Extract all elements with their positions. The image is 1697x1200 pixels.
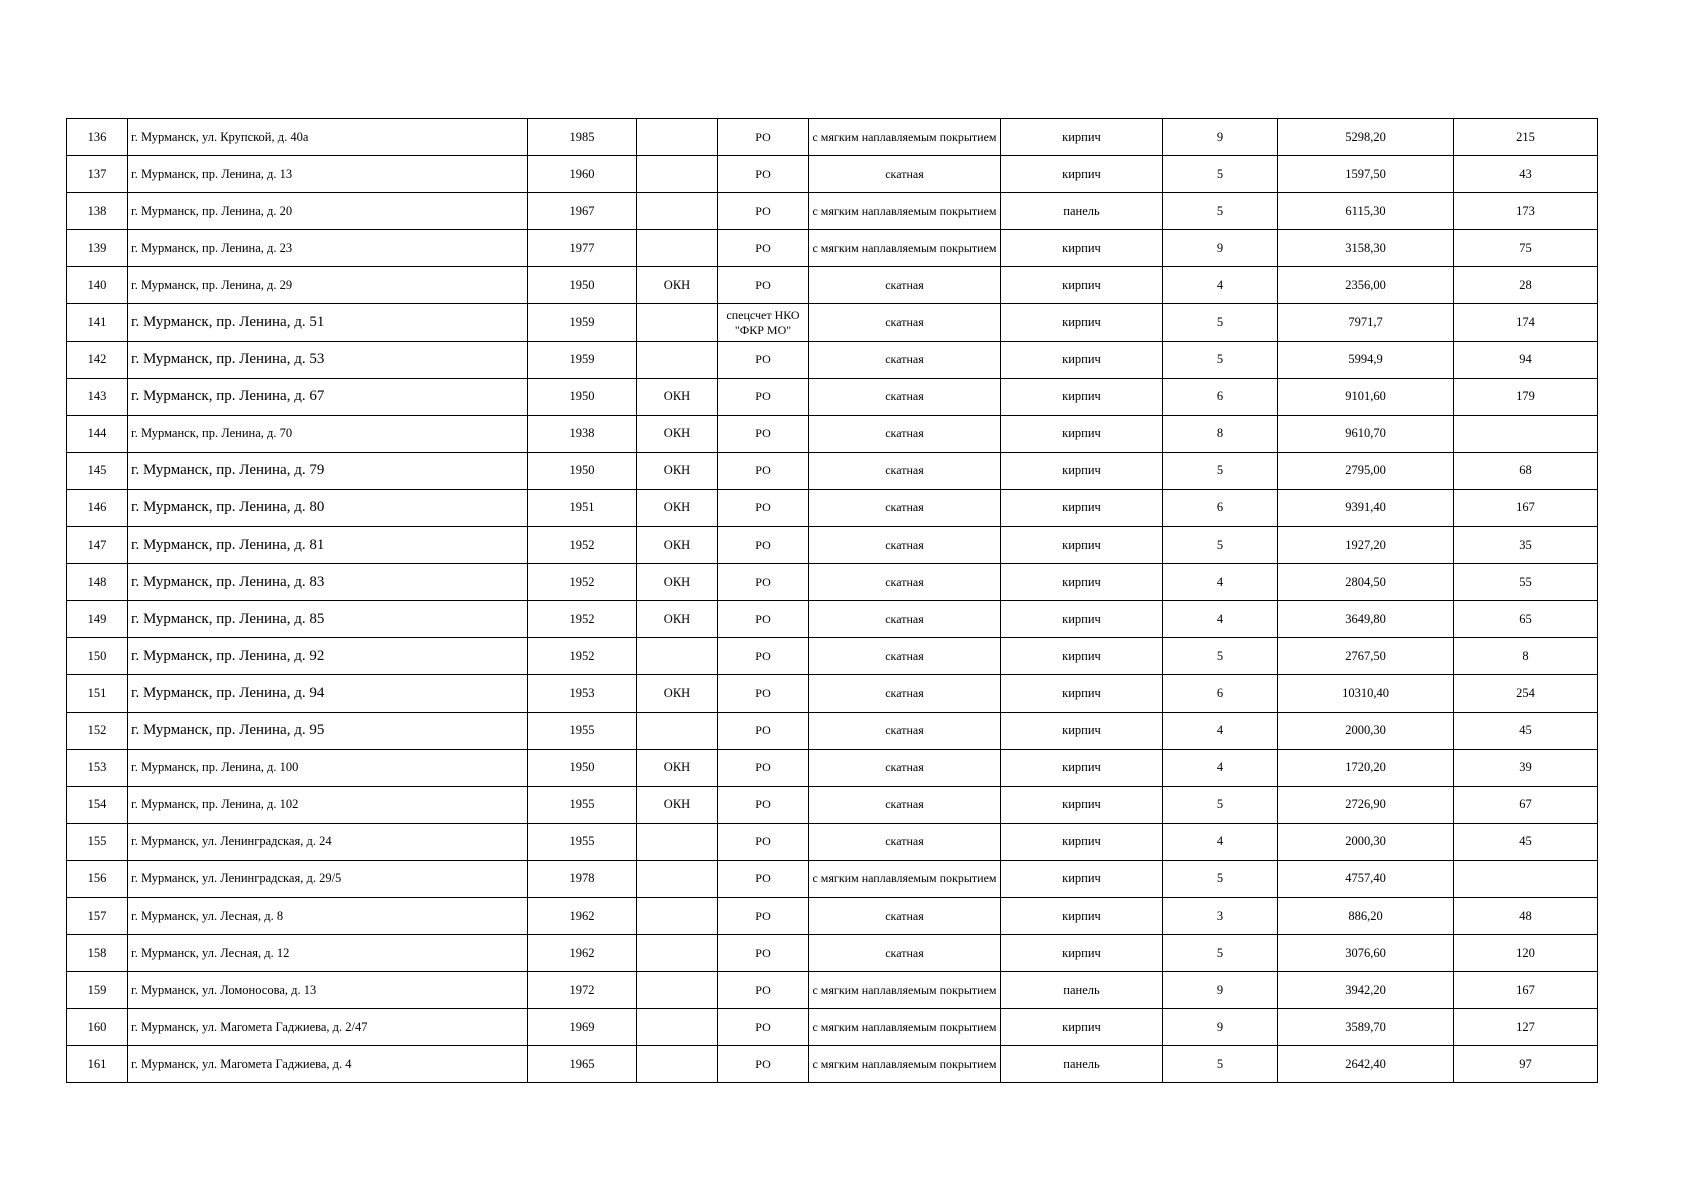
area-cell: 2000,30: [1278, 712, 1454, 749]
fund-account-cell: РО: [718, 119, 809, 156]
floors-cell: 5: [1163, 786, 1278, 823]
area-cell: 10310,40: [1278, 675, 1454, 712]
roof-type-cell: скатная: [809, 267, 1001, 304]
row-number-cell: 149: [67, 601, 128, 638]
table-row: [67, 749, 1598, 786]
document-page: [66, 118, 1597, 1083]
address-cell: г. Мурманск, ул. Ломоносова, д. 13: [128, 972, 528, 1009]
wall-material-cell: кирпич: [1001, 860, 1163, 897]
area-cell: 9391,40: [1278, 489, 1454, 526]
fund-account-cell: РО: [718, 267, 809, 304]
residents-cell: 68: [1454, 452, 1598, 489]
wall-material-cell: кирпич: [1001, 823, 1163, 860]
residents-cell: 94: [1454, 341, 1598, 378]
row-number-cell: 161: [67, 1046, 128, 1083]
area-cell: 4757,40: [1278, 860, 1454, 897]
area-cell: 5994,9: [1278, 341, 1454, 378]
heritage-status-cell: ОКН: [637, 415, 718, 452]
registry-table-body: [67, 119, 1598, 1083]
table-row: [67, 601, 1598, 638]
roof-type-cell: с мягким наплавляемым покрытием: [809, 860, 1001, 897]
floors-cell: 6: [1163, 378, 1278, 415]
residents-cell: 167: [1454, 489, 1598, 526]
floors-cell: 6: [1163, 489, 1278, 526]
area-cell: 9610,70: [1278, 415, 1454, 452]
year-built-cell: 1965: [528, 1046, 637, 1083]
fund-account-cell: РО: [718, 749, 809, 786]
fund-account-cell: РО: [718, 156, 809, 193]
table-row: [67, 267, 1598, 304]
wall-material-cell: кирпич: [1001, 267, 1163, 304]
address-cell: г. Мурманск, ул. Лесная, д. 12: [128, 935, 528, 972]
heritage-status-cell: ОКН: [637, 564, 718, 601]
row-number-cell: 139: [67, 230, 128, 267]
area-cell: 1927,20: [1278, 527, 1454, 564]
area-cell: 1597,50: [1278, 156, 1454, 193]
address-cell: г. Мурманск, ул. Лесная, д. 8: [128, 897, 528, 934]
floors-cell: 4: [1163, 823, 1278, 860]
area-cell: 2726,90: [1278, 786, 1454, 823]
row-number-cell: 140: [67, 267, 128, 304]
table-row: [67, 156, 1598, 193]
residents-cell: 127: [1454, 1009, 1598, 1046]
fund-account-cell: РО: [718, 601, 809, 638]
floors-cell: 5: [1163, 527, 1278, 564]
heritage-status-cell: ОКН: [637, 489, 718, 526]
residents-cell: 55: [1454, 564, 1598, 601]
year-built-cell: 1951: [528, 489, 637, 526]
floors-cell: 9: [1163, 230, 1278, 267]
table-row: [67, 304, 1598, 341]
heritage-status-cell: ОКН: [637, 786, 718, 823]
area-cell: 3076,60: [1278, 935, 1454, 972]
row-number-cell: 141: [67, 304, 128, 341]
heritage-status-cell: ОКН: [637, 378, 718, 415]
year-built-cell: 1972: [528, 972, 637, 1009]
table-row: [67, 786, 1598, 823]
residents-cell: 39: [1454, 749, 1598, 786]
row-number-cell: 137: [67, 156, 128, 193]
roof-type-cell: с мягким наплавляемым покрытием: [809, 119, 1001, 156]
wall-material-cell: кирпич: [1001, 452, 1163, 489]
floors-cell: 6: [1163, 675, 1278, 712]
fund-account-cell: РО: [718, 489, 809, 526]
fund-account-cell: РО: [718, 230, 809, 267]
floors-cell: 5: [1163, 452, 1278, 489]
roof-type-cell: скатная: [809, 897, 1001, 934]
table-row: [67, 638, 1598, 675]
address-cell: г. Мурманск, пр. Ленина, д. 81: [128, 527, 528, 564]
wall-material-cell: кирпич: [1001, 786, 1163, 823]
area-cell: 7971,7: [1278, 304, 1454, 341]
roof-type-cell: скатная: [809, 675, 1001, 712]
wall-material-cell: кирпич: [1001, 935, 1163, 972]
row-number-cell: 154: [67, 786, 128, 823]
address-cell: г. Мурманск, пр. Ленина, д. 29: [128, 267, 528, 304]
residents-cell: 167: [1454, 972, 1598, 1009]
residents-cell: 8: [1454, 638, 1598, 675]
area-cell: 5298,20: [1278, 119, 1454, 156]
roof-type-cell: скатная: [809, 489, 1001, 526]
heritage-status-cell: ОКН: [637, 527, 718, 564]
row-number-cell: 144: [67, 415, 128, 452]
area-cell: 3589,70: [1278, 1009, 1454, 1046]
area-cell: 3942,20: [1278, 972, 1454, 1009]
heritage-status-cell: [637, 897, 718, 934]
roof-type-cell: скатная: [809, 823, 1001, 860]
roof-type-cell: скатная: [809, 601, 1001, 638]
address-cell: г. Мурманск, пр. Ленина, д. 51: [128, 304, 528, 341]
year-built-cell: 1955: [528, 786, 637, 823]
fund-account-cell: РО: [718, 452, 809, 489]
roof-type-cell: скатная: [809, 527, 1001, 564]
heritage-status-cell: [637, 341, 718, 378]
area-cell: 2804,50: [1278, 564, 1454, 601]
roof-type-cell: скатная: [809, 712, 1001, 749]
address-cell: г. Мурманск, ул. Ленинградская, д. 29/5: [128, 860, 528, 897]
year-built-cell: 1960: [528, 156, 637, 193]
address-cell: г. Мурманск, пр. Ленина, д. 92: [128, 638, 528, 675]
address-cell: г. Мурманск, ул. Магомета Гаджиева, д. 4: [128, 1046, 528, 1083]
row-number-cell: 151: [67, 675, 128, 712]
fund-account-cell: РО: [718, 1046, 809, 1083]
area-cell: 9101,60: [1278, 378, 1454, 415]
wall-material-cell: кирпич: [1001, 378, 1163, 415]
year-built-cell: 1959: [528, 304, 637, 341]
area-cell: 2642,40: [1278, 1046, 1454, 1083]
row-number-cell: 152: [67, 712, 128, 749]
table-row: [67, 675, 1598, 712]
wall-material-cell: панель: [1001, 193, 1163, 230]
row-number-cell: 143: [67, 378, 128, 415]
address-cell: г. Мурманск, пр. Ленина, д. 83: [128, 564, 528, 601]
address-cell: г. Мурманск, пр. Ленина, д. 20: [128, 193, 528, 230]
roof-type-cell: с мягким наплавляемым покрытием: [809, 230, 1001, 267]
row-number-cell: 153: [67, 749, 128, 786]
roof-type-cell: скатная: [809, 156, 1001, 193]
heritage-status-cell: ОКН: [637, 452, 718, 489]
residents-cell: 120: [1454, 935, 1598, 972]
heritage-status-cell: ОКН: [637, 675, 718, 712]
floors-cell: 3: [1163, 897, 1278, 934]
roof-type-cell: скатная: [809, 638, 1001, 675]
wall-material-cell: кирпич: [1001, 897, 1163, 934]
table-row: [67, 378, 1598, 415]
wall-material-cell: кирпич: [1001, 119, 1163, 156]
year-built-cell: 1978: [528, 860, 637, 897]
address-cell: г. Мурманск, пр. Ленина, д. 85: [128, 601, 528, 638]
floors-cell: 4: [1163, 564, 1278, 601]
wall-material-cell: кирпич: [1001, 489, 1163, 526]
area-cell: 3158,30: [1278, 230, 1454, 267]
table-row: [67, 1046, 1598, 1083]
year-built-cell: 1967: [528, 193, 637, 230]
wall-material-cell: панель: [1001, 1046, 1163, 1083]
area-cell: 2795,00: [1278, 452, 1454, 489]
area-cell: 2767,50: [1278, 638, 1454, 675]
table-row: [67, 564, 1598, 601]
area-cell: 2356,00: [1278, 267, 1454, 304]
table-row: [67, 527, 1598, 564]
residents-cell: 45: [1454, 712, 1598, 749]
residents-cell: 179: [1454, 378, 1598, 415]
residents-cell: 97: [1454, 1046, 1598, 1083]
floors-cell: 5: [1163, 193, 1278, 230]
housing-registry-table: [66, 118, 1598, 1083]
residents-cell: 173: [1454, 193, 1598, 230]
heritage-status-cell: [637, 860, 718, 897]
heritage-status-cell: [637, 230, 718, 267]
fund-account-cell: спецсчет НКО "ФКР МО": [718, 304, 809, 341]
year-built-cell: 1985: [528, 119, 637, 156]
floors-cell: 9: [1163, 1009, 1278, 1046]
year-built-cell: 1938: [528, 415, 637, 452]
address-cell: г. Мурманск, пр. Ленина, д. 23: [128, 230, 528, 267]
wall-material-cell: кирпич: [1001, 564, 1163, 601]
residents-cell: 65: [1454, 601, 1598, 638]
row-number-cell: 147: [67, 527, 128, 564]
residents-cell: 28: [1454, 267, 1598, 304]
roof-type-cell: скатная: [809, 935, 1001, 972]
floors-cell: 5: [1163, 1046, 1278, 1083]
address-cell: г. Мурманск, пр. Ленина, д. 79: [128, 452, 528, 489]
floors-cell: 9: [1163, 972, 1278, 1009]
address-cell: г. Мурманск, пр. Ленина, д. 67: [128, 378, 528, 415]
residents-cell: 48: [1454, 897, 1598, 934]
row-number-cell: 148: [67, 564, 128, 601]
year-built-cell: 1959: [528, 341, 637, 378]
row-number-cell: 156: [67, 860, 128, 897]
floors-cell: 4: [1163, 749, 1278, 786]
year-built-cell: 1953: [528, 675, 637, 712]
year-built-cell: 1955: [528, 823, 637, 860]
row-number-cell: 150: [67, 638, 128, 675]
fund-account-cell: РО: [718, 638, 809, 675]
fund-account-cell: РО: [718, 193, 809, 230]
residents-cell: 254: [1454, 675, 1598, 712]
residents-cell: [1454, 860, 1598, 897]
fund-account-cell: РО: [718, 341, 809, 378]
residents-cell: 35: [1454, 527, 1598, 564]
area-cell: 1720,20: [1278, 749, 1454, 786]
table-row: [67, 897, 1598, 934]
wall-material-cell: кирпич: [1001, 638, 1163, 675]
fund-account-cell: РО: [718, 786, 809, 823]
address-cell: г. Мурманск, пр. Ленина, д. 13: [128, 156, 528, 193]
address-cell: г. Мурманск, пр. Ленина, д. 100: [128, 749, 528, 786]
wall-material-cell: кирпич: [1001, 415, 1163, 452]
fund-account-cell: РО: [718, 1009, 809, 1046]
floors-cell: 4: [1163, 601, 1278, 638]
residents-cell: 45: [1454, 823, 1598, 860]
roof-type-cell: скатная: [809, 564, 1001, 601]
year-built-cell: 1952: [528, 638, 637, 675]
fund-account-cell: РО: [718, 860, 809, 897]
year-built-cell: 1950: [528, 378, 637, 415]
area-cell: 3649,80: [1278, 601, 1454, 638]
floors-cell: 5: [1163, 638, 1278, 675]
table-row: [67, 972, 1598, 1009]
year-built-cell: 1950: [528, 452, 637, 489]
floors-cell: 5: [1163, 860, 1278, 897]
year-built-cell: 1950: [528, 267, 637, 304]
row-number-cell: 136: [67, 119, 128, 156]
floors-cell: 4: [1163, 267, 1278, 304]
address-cell: г. Мурманск, пр. Ленина, д. 80: [128, 489, 528, 526]
residents-cell: [1454, 415, 1598, 452]
heritage-status-cell: [637, 119, 718, 156]
floors-cell: 9: [1163, 119, 1278, 156]
roof-type-cell: с мягким наплавляемым покрытием: [809, 1046, 1001, 1083]
floors-cell: 8: [1163, 415, 1278, 452]
table-row: [67, 230, 1598, 267]
heritage-status-cell: [637, 304, 718, 341]
year-built-cell: 1952: [528, 601, 637, 638]
residents-cell: 43: [1454, 156, 1598, 193]
heritage-status-cell: [637, 1046, 718, 1083]
floors-cell: 4: [1163, 712, 1278, 749]
heritage-status-cell: ОКН: [637, 601, 718, 638]
heritage-status-cell: [637, 638, 718, 675]
address-cell: г. Мурманск, пр. Ленина, д. 102: [128, 786, 528, 823]
wall-material-cell: кирпич: [1001, 341, 1163, 378]
year-built-cell: 1955: [528, 712, 637, 749]
table-row: [67, 119, 1598, 156]
row-number-cell: 155: [67, 823, 128, 860]
year-built-cell: 1962: [528, 935, 637, 972]
row-number-cell: 160: [67, 1009, 128, 1046]
row-number-cell: 157: [67, 897, 128, 934]
fund-account-cell: РО: [718, 415, 809, 452]
wall-material-cell: кирпич: [1001, 304, 1163, 341]
heritage-status-cell: [637, 935, 718, 972]
address-cell: г. Мурманск, ул. Ленинградская, д. 24: [128, 823, 528, 860]
row-number-cell: 142: [67, 341, 128, 378]
wall-material-cell: кирпич: [1001, 712, 1163, 749]
fund-account-cell: РО: [718, 897, 809, 934]
roof-type-cell: скатная: [809, 786, 1001, 823]
residents-cell: 75: [1454, 230, 1598, 267]
table-row: [67, 489, 1598, 526]
floors-cell: 5: [1163, 341, 1278, 378]
heritage-status-cell: [637, 712, 718, 749]
wall-material-cell: кирпич: [1001, 156, 1163, 193]
wall-material-cell: кирпич: [1001, 601, 1163, 638]
fund-account-cell: РО: [718, 527, 809, 564]
row-number-cell: 158: [67, 935, 128, 972]
year-built-cell: 1977: [528, 230, 637, 267]
fund-account-cell: РО: [718, 823, 809, 860]
area-cell: 2000,30: [1278, 823, 1454, 860]
table-row: [67, 452, 1598, 489]
wall-material-cell: кирпич: [1001, 1009, 1163, 1046]
roof-type-cell: с мягким наплавляемым покрытием: [809, 972, 1001, 1009]
year-built-cell: 1952: [528, 564, 637, 601]
heritage-status-cell: [637, 156, 718, 193]
table-row: [67, 935, 1598, 972]
roof-type-cell: с мягким наплавляемым покрытием: [809, 1009, 1001, 1046]
wall-material-cell: кирпич: [1001, 527, 1163, 564]
fund-account-cell: РО: [718, 564, 809, 601]
floors-cell: 5: [1163, 935, 1278, 972]
address-cell: г. Мурманск, пр. Ленина, д. 53: [128, 341, 528, 378]
year-built-cell: 1952: [528, 527, 637, 564]
fund-account-cell: РО: [718, 378, 809, 415]
address-cell: г. Мурманск, ул. Крупской, д. 40а: [128, 119, 528, 156]
heritage-status-cell: [637, 1009, 718, 1046]
heritage-status-cell: [637, 823, 718, 860]
fund-account-cell: РО: [718, 972, 809, 1009]
roof-type-cell: скатная: [809, 415, 1001, 452]
row-number-cell: 159: [67, 972, 128, 1009]
table-row: [67, 415, 1598, 452]
floors-cell: 5: [1163, 304, 1278, 341]
roof-type-cell: скатная: [809, 378, 1001, 415]
row-number-cell: 138: [67, 193, 128, 230]
heritage-status-cell: [637, 972, 718, 1009]
row-number-cell: 146: [67, 489, 128, 526]
table-row: [67, 712, 1598, 749]
residents-cell: 174: [1454, 304, 1598, 341]
residents-cell: 67: [1454, 786, 1598, 823]
year-built-cell: 1950: [528, 749, 637, 786]
wall-material-cell: панель: [1001, 972, 1163, 1009]
heritage-status-cell: [637, 193, 718, 230]
table-row: [67, 341, 1598, 378]
fund-account-cell: РО: [718, 935, 809, 972]
roof-type-cell: скатная: [809, 749, 1001, 786]
wall-material-cell: кирпич: [1001, 749, 1163, 786]
address-cell: г. Мурманск, ул. Магомета Гаджиева, д. 2/47: [128, 1009, 528, 1046]
address-cell: г. Мурманск, пр. Ленина, д. 94: [128, 675, 528, 712]
year-built-cell: 1969: [528, 1009, 637, 1046]
roof-type-cell: скатная: [809, 304, 1001, 341]
fund-account-cell: РО: [718, 712, 809, 749]
table-row: [67, 860, 1598, 897]
address-cell: г. Мурманск, пр. Ленина, д. 95: [128, 712, 528, 749]
table-row: [67, 193, 1598, 230]
floors-cell: 5: [1163, 156, 1278, 193]
table-row: [67, 1009, 1598, 1046]
row-number-cell: 145: [67, 452, 128, 489]
year-built-cell: 1962: [528, 897, 637, 934]
roof-type-cell: с мягким наплавляемым покрытием: [809, 193, 1001, 230]
wall-material-cell: кирпич: [1001, 675, 1163, 712]
area-cell: 6115,30: [1278, 193, 1454, 230]
address-cell: г. Мурманск, пр. Ленина, д. 70: [128, 415, 528, 452]
fund-account-cell: РО: [718, 675, 809, 712]
roof-type-cell: скатная: [809, 452, 1001, 489]
roof-type-cell: скатная: [809, 341, 1001, 378]
residents-cell: 215: [1454, 119, 1598, 156]
heritage-status-cell: ОКН: [637, 749, 718, 786]
heritage-status-cell: ОКН: [637, 267, 718, 304]
table-row: [67, 823, 1598, 860]
wall-material-cell: кирпич: [1001, 230, 1163, 267]
area-cell: 886,20: [1278, 897, 1454, 934]
